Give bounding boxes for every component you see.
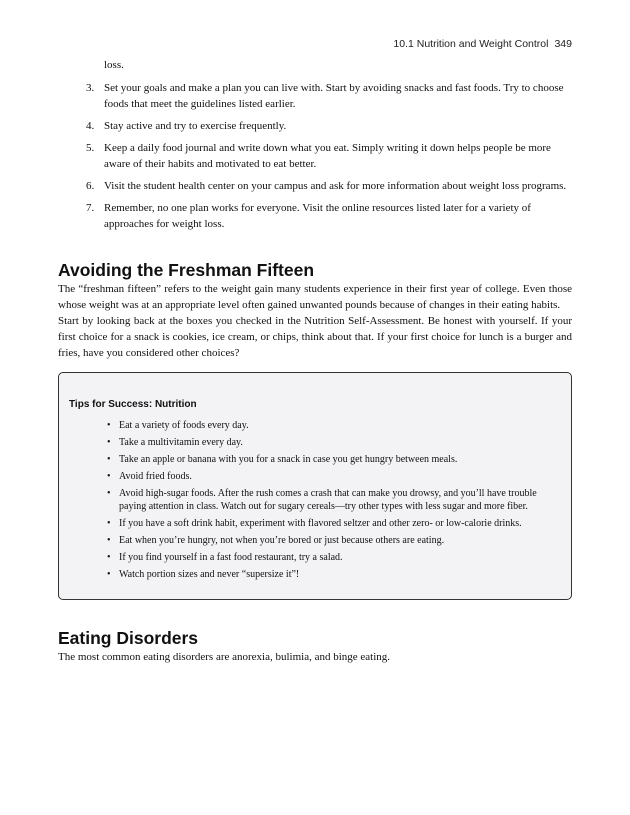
tip-text: If you find yourself in a fast food restaurant, try a salad. [119,552,343,563]
tip-item [69,517,559,530]
continued-list-text: loss. [104,59,124,71]
eating-disorders-paragraph: The most common eating disorders are anorexia, bulimia, and binge eating. [58,651,391,663]
list-item-text: Set your goals and make a plan you can live with. Start by avoiding snacks and fast foods. Try to choose foods that meet the guidelines listed earlier. [104,82,564,110]
page-content [58,58,572,665]
list-number: 7. [86,202,95,214]
bullet-icon: • [107,471,111,482]
tip-item [69,487,559,513]
tips-for-success-box [58,372,572,600]
section-title: 10.1 Nutrition and Weight Control [393,38,549,50]
tip-text: If you have a soft drink habit, experiment with flavored seltzer and other zero- or low-calorie drinks. [119,518,522,529]
tip-item [69,470,559,483]
bullet-icon: • [107,518,111,529]
bullet-icon: • [107,488,111,499]
list-item [58,140,572,172]
tips-list [69,419,559,581]
tip-item [69,419,559,432]
list-item-text: Remember, no one plan works for everyone. Visit the online resources listed later for a variety of approaches for weight loss. [104,202,531,230]
list-item [58,200,572,232]
tip-text: Avoid fried foods. [119,471,192,482]
freshman-paragraph-2: Start by looking back at the boxes you checked in the Nutrition Self-Assessment. Be honest with yourself. If your first choice for a snack is cookies, ice cream, or chips, think about that. If your first choice for lunch is a burger and fries, have you considered other choices? [58,315,572,359]
tip-text: Watch portion sizes and never “supersize it”! [119,569,300,580]
list-number: 6. [86,180,95,192]
list-item-text: Stay active and try to exercise frequently. [104,120,287,132]
tip-item [69,453,559,466]
freshman-fifteen-heading: Avoiding the Freshman Fifteen [58,260,315,280]
list-number: 3. [86,82,95,94]
tip-item [69,551,559,564]
tips-title: Tips for Success: Nutrition [69,399,197,410]
bullet-icon: • [107,552,111,563]
list-item [58,118,572,134]
tip-item [69,436,559,449]
bullet-icon: • [107,437,111,448]
bullet-icon: • [107,535,111,546]
tip-item [69,534,559,547]
list-number: 5. [86,142,95,154]
freshman-paragraph-1: The “freshman fifteen” refers to the weight gain many students experience in their first year of college. Even those whose weight was at an appropriate level often gained unwanted pounds because of changes in their eating habits. [58,283,572,311]
tip-text: Eat when you’re hungry, not when you’re bored or just because others are eating. [119,535,445,546]
bullet-icon: • [107,454,111,465]
tip-text: Avoid high-sugar foods. After the rush comes a crash that can make you drowsy, and you’ll have trouble paying attention in class. Watch out for sugary cereals—try other types with less sugar and more fiber. [119,488,537,512]
list-item [58,80,572,112]
list-item-text: Keep a daily food journal and write down what you eat. Simply writing it down helps people be more aware of their habits and motivated to eat better. [104,142,551,170]
bullet-icon: • [107,420,111,431]
bullet-icon: • [107,569,111,580]
tip-text: Eat a variety of foods every day. [119,420,249,431]
eating-disorders-heading: Eating Disorders [58,628,199,648]
page-number: 349 [554,38,572,50]
list-item [58,178,572,194]
list-item-text: Visit the student health center on your campus and ask for more information about weight loss programs. [104,180,567,192]
weight-loss-steps [58,80,572,232]
running-header [393,38,572,50]
list-number: 4. [86,120,95,132]
tip-text: Take a multivitamin every day. [119,437,243,448]
tip-text: Take an apple or banana with you for a snack in case you get hungry between meals. [119,454,458,465]
tip-item [69,568,559,581]
